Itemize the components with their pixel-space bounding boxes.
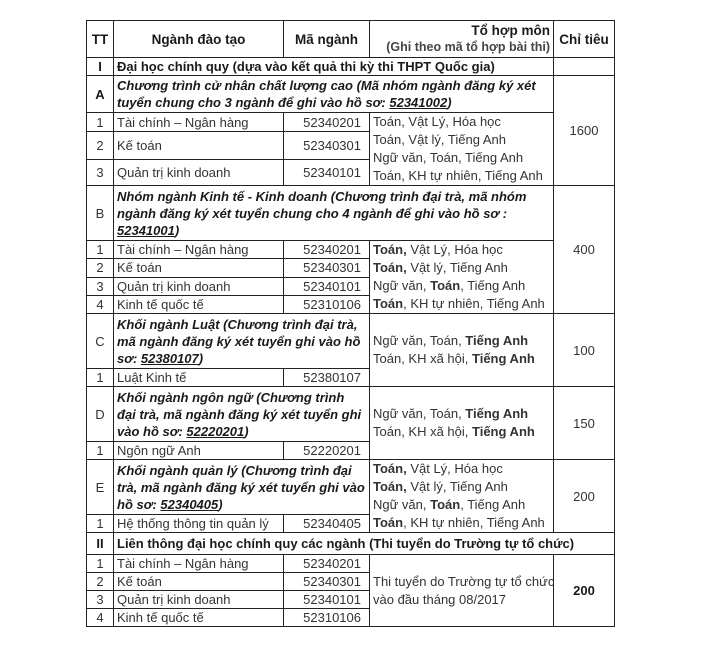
- subject-combos: [370, 241, 554, 314]
- combo-line: Ngữ văn, Toán, Tiếng Anh: [373, 278, 526, 293]
- header-combo: [370, 21, 554, 58]
- group-code: 52380107: [140, 350, 199, 366]
- major-name: Kế toán: [114, 573, 284, 591]
- admission-quota-table: [86, 20, 615, 627]
- group-description: [114, 314, 370, 369]
- row-number: 3: [87, 277, 114, 295]
- major-code: 52340301: [284, 573, 370, 591]
- quota-value: 400: [554, 186, 615, 314]
- group-description: [114, 460, 370, 515]
- header-combo-note: (Ghi theo mã tổ hợp bài thi): [386, 40, 550, 54]
- combo-line: Ngữ văn, Toán, Tiếng Anh: [373, 150, 524, 165]
- row-number: 3: [87, 591, 114, 609]
- row-number: 4: [87, 295, 114, 313]
- major-code: 52340201: [284, 241, 370, 259]
- combo-line: Toán, Vật lý, Tiếng Anh: [373, 132, 506, 147]
- row-number: 2: [87, 259, 114, 277]
- group-letter: A: [87, 76, 114, 113]
- group-row: [87, 76, 615, 113]
- group-text: Nhóm ngành Kinh tế - Kinh doanh (Chương trình đại trà, mã nhóm ngành đăng ký xét tuyển chung cho 4 ngành để ghi vào hồ sơ :: [117, 188, 527, 221]
- table-header-row: [87, 21, 615, 58]
- major-name: Kế toán: [114, 259, 284, 277]
- subject-combos: [370, 460, 554, 533]
- group-description: [114, 387, 370, 442]
- major-name: Ngôn ngữ Anh: [114, 442, 284, 460]
- row-number: 1: [87, 241, 114, 259]
- major-name: Luật Kinh tế: [114, 369, 284, 387]
- major-name: Quản trị kinh doanh: [114, 277, 284, 295]
- row-number: 1: [87, 369, 114, 387]
- major-name: Tài chính – Ngân hàng: [114, 241, 284, 259]
- group-row: [87, 314, 615, 369]
- combo-line: Toán, KH tự nhiên, Tiếng Anh: [373, 296, 545, 311]
- group-close: ): [198, 350, 204, 366]
- header-major: Ngành đào tạo: [114, 21, 284, 58]
- table-row: [87, 241, 615, 259]
- group-code: 52341002: [389, 95, 448, 110]
- combo-line: Toán, Vật Lý, Hóa học: [373, 461, 503, 476]
- quota-value: 200: [554, 460, 615, 533]
- group-code: 52341001: [117, 222, 175, 238]
- section-number: I: [87, 58, 114, 76]
- header-combo-title: Tổ hợp môn: [471, 23, 550, 38]
- major-name: Hệ thống thông tin quản lý: [114, 515, 284, 533]
- combo-line: Toán, Vật Lý, Hóa học: [373, 242, 503, 257]
- row-number: 1: [87, 515, 114, 533]
- major-name: Kinh tế quốc tế: [114, 295, 284, 313]
- group-close: ): [244, 423, 249, 439]
- subject-combos: [370, 314, 554, 387]
- table-row: [87, 113, 615, 132]
- major-name: Kế toán: [114, 132, 284, 160]
- header-quota: Chỉ tiêu: [554, 21, 615, 58]
- major-code: 52340101: [284, 277, 370, 295]
- section-label: Liên thông đại học chính quy các ngành (Thi tuyển do Trường tự tổ chức): [114, 533, 615, 555]
- major-name: Kinh tế quốc tế: [114, 609, 284, 627]
- group-close: ): [447, 95, 452, 110]
- combo-line: Toán, Vật Lý, Hóa học: [373, 114, 501, 129]
- subject-combos: [370, 113, 554, 186]
- exam-note: [370, 555, 554, 627]
- group-text: Khối ngành ngôn ngữ (Chương trình đại trà, mã ngành đăng ký xét tuyển ghi vào hồ sơ:: [117, 389, 362, 439]
- major-code: 52310106: [284, 295, 370, 313]
- combo-line: Toán, KH xã hội, Tiếng Anh: [373, 351, 535, 366]
- major-code: 52340301: [284, 132, 370, 160]
- exam-note-line: Thi tuyển do Trường tự tổ chức: [373, 573, 555, 589]
- row-number: 2: [87, 132, 114, 160]
- major-name: Quản trị kinh doanh: [114, 591, 284, 609]
- combo-line: Ngữ văn, Toán, Tiếng Anh: [373, 497, 526, 512]
- row-number: 1: [87, 555, 114, 573]
- major-code: 52340101: [284, 159, 370, 185]
- quota-value: 200: [554, 555, 615, 627]
- row-number: 4: [87, 609, 114, 627]
- group-text: Khối ngành quản lý (Chương trình đại trà, mã ngành đăng ký xét tuyển ghi vào hồ sơ:: [117, 462, 365, 512]
- group-code: 52220201: [186, 423, 245, 439]
- major-code: 52310106: [284, 609, 370, 627]
- major-code: 52340405: [284, 515, 370, 533]
- group-row: [87, 387, 615, 442]
- combo-line: Toán, KH xã hội, Tiếng Anh: [373, 424, 535, 439]
- combo-line: Toán, KH tự nhiên, Tiếng Anh: [373, 515, 545, 530]
- group-text: Chương trình cử nhân chất lượng cao (Mã nhóm ngành đăng ký xét tuyển chung cho 3 ngành để ghi vào hồ sơ:: [117, 78, 536, 110]
- major-code: 52220201: [284, 442, 370, 460]
- table-row: [87, 555, 615, 573]
- row-number: 1: [87, 113, 114, 132]
- empty-cell: [554, 58, 615, 76]
- combo-line: Ngữ văn, Toán, Tiếng Anh: [373, 333, 529, 348]
- group-description: [114, 76, 554, 113]
- quota-value: 150: [554, 387, 615, 460]
- section-number: II: [87, 533, 114, 555]
- group-row: [87, 186, 615, 241]
- group-row: [87, 460, 615, 515]
- major-code: 52340201: [284, 113, 370, 132]
- section-row: [87, 533, 615, 555]
- group-code: 52340405: [160, 496, 219, 512]
- major-name: Tài chính – Ngân hàng: [114, 555, 284, 573]
- group-letter: E: [87, 460, 114, 515]
- subject-combos: [370, 387, 554, 460]
- group-close: ): [174, 222, 180, 238]
- group-letter: C: [87, 314, 114, 369]
- quota-value: 100: [554, 314, 615, 387]
- header-code: Mã ngành: [284, 21, 370, 58]
- row-number: 2: [87, 573, 114, 591]
- group-letter: D: [87, 387, 114, 442]
- major-code: 52340101: [284, 591, 370, 609]
- section-label: Đại học chính quy (dựa vào kết quả thi kỳ thi THPT Quốc gia): [114, 58, 554, 76]
- major-name: Quản trị kinh doanh: [114, 159, 284, 185]
- section-row: [87, 58, 615, 76]
- quota-value: 1600: [554, 76, 615, 186]
- row-number: 1: [87, 442, 114, 460]
- combo-line: Ngữ văn, Toán, Tiếng Anh: [373, 406, 529, 421]
- group-text: Khối ngành Luật (Chương trình đại trà, mã ngành đăng ký xét tuyển ghi vào hồ sơ:: [117, 316, 361, 366]
- group-close: ): [218, 496, 223, 512]
- row-number: 3: [87, 159, 114, 185]
- group-description: [114, 186, 554, 241]
- major-code: 52340201: [284, 555, 370, 573]
- exam-note-line: vào đầu tháng 08/2017: [373, 591, 507, 607]
- combo-line: Toán, Vật lý, Tiếng Anh: [373, 479, 508, 494]
- combo-line: Toán, KH tự nhiên, Tiếng Anh: [373, 168, 543, 183]
- major-code: 52340301: [284, 259, 370, 277]
- group-letter: B: [87, 186, 114, 241]
- major-name: Tài chính – Ngân hàng: [114, 113, 284, 132]
- combo-line: Toán, Vật lý, Tiếng Anh: [373, 260, 508, 275]
- major-code: 52380107: [284, 369, 370, 387]
- header-tt: TT: [87, 21, 114, 58]
